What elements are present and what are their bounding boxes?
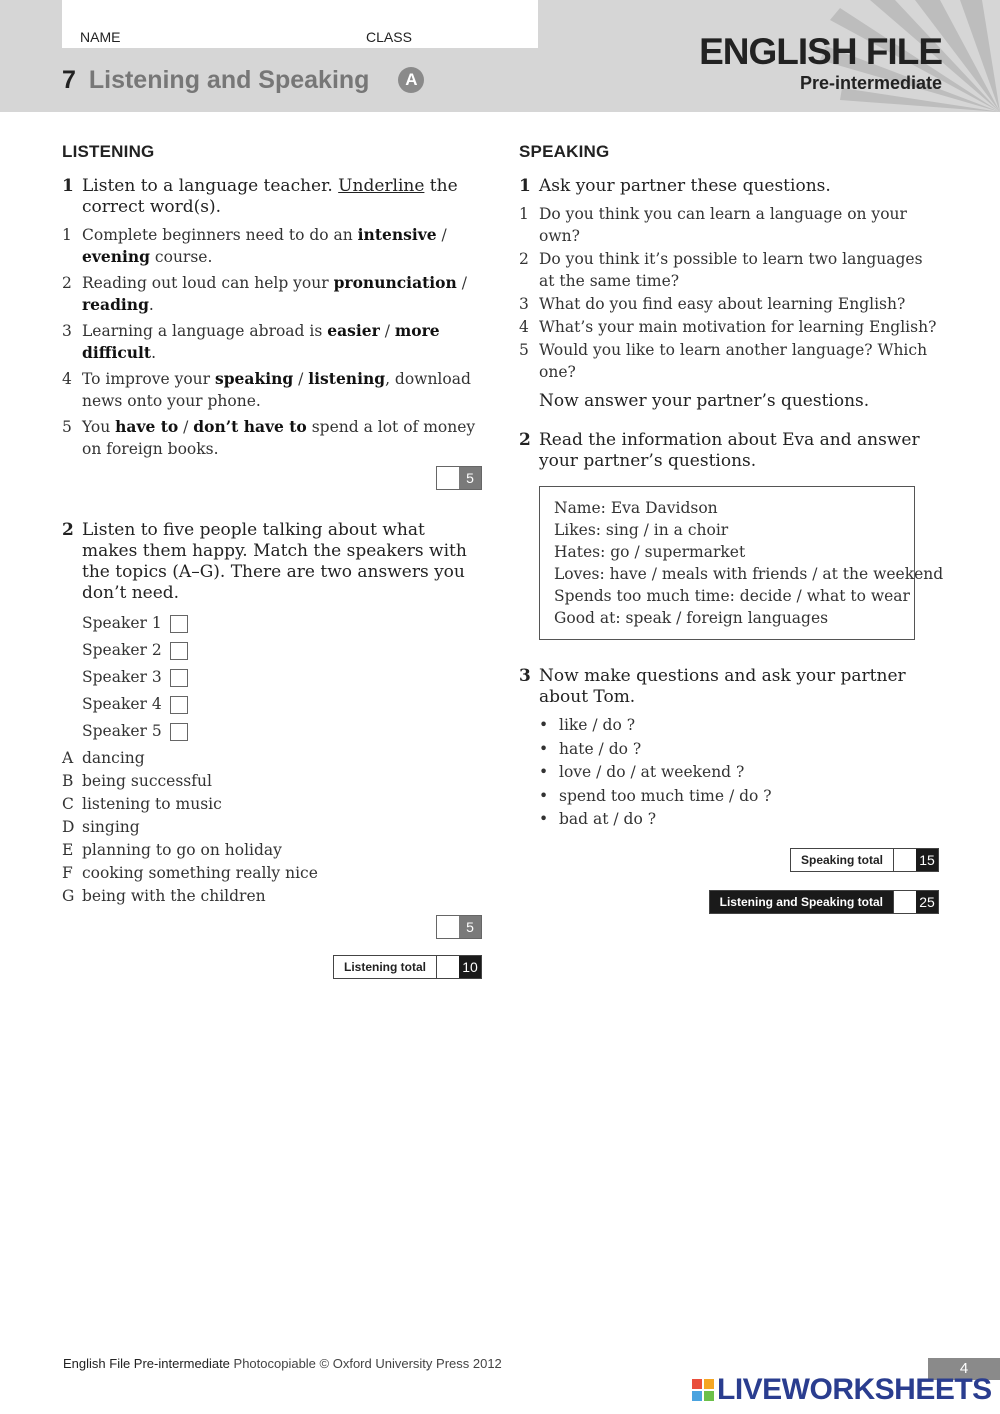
list-item [539, 738, 939, 762]
answer-option[interactable]: evening [82, 247, 150, 266]
follow-up-text: Now answer your partner’s questions. [539, 391, 870, 411]
speaking-total-input[interactable] [893, 849, 916, 871]
answer-checkbox[interactable] [170, 642, 188, 660]
item-text: , download news onto your phone. [82, 370, 471, 410]
topic-letter: E [62, 841, 74, 859]
liveworksheets-grid-icon [692, 1379, 714, 1401]
version-badge: A [398, 67, 424, 93]
topic-list [62, 747, 482, 907]
name-class-box [62, 0, 538, 48]
score-row [62, 466, 482, 490]
unit-title-text: Listening and Speaking [88, 66, 370, 94]
bullet-icon: • [539, 810, 549, 828]
speaker-label: Speaker 3 [82, 668, 162, 686]
item-number: 5 [519, 341, 529, 359]
question-number: 3 [519, 666, 531, 686]
eva-info-box [539, 486, 944, 640]
item-text: . [151, 344, 157, 362]
list-item [62, 862, 482, 884]
score-input[interactable] [437, 916, 459, 938]
item-number: 2 [62, 274, 72, 292]
speaking-question-2 [519, 430, 939, 472]
item-number: 3 [62, 322, 72, 340]
topic-text: singing [82, 818, 140, 836]
page-title [62, 66, 424, 95]
listening-question-1 [62, 176, 482, 218]
liveworksheets-text: LIVEWORKSHEETS [717, 1373, 992, 1406]
bullet-icon: • [539, 716, 549, 734]
speaker-list [82, 610, 482, 745]
speaking-total-box [790, 848, 939, 872]
item-text: . [148, 296, 154, 314]
answer-checkbox[interactable] [170, 615, 188, 633]
list-item [62, 885, 482, 907]
question-number: 1 [62, 176, 74, 196]
speaking-total-value: 15 [916, 849, 938, 871]
speaker-row [82, 718, 482, 745]
answer-option[interactable]: intensive [357, 225, 437, 244]
topic-letter: C [62, 795, 74, 813]
item-text: To improve your [82, 370, 215, 388]
item-text: Complete beginners need to do an [82, 226, 358, 244]
speaker-label: Speaker 4 [82, 695, 162, 713]
score-max: 5 [459, 467, 481, 489]
list-item [519, 293, 939, 315]
topic-text: cooking something really nice [82, 864, 318, 882]
score-box [436, 915, 482, 939]
footer-copyright-text: Photocopiable © Oxford University Press 2012 [229, 1356, 502, 1371]
class-field-label[interactable]: CLASS [366, 29, 412, 45]
list-item [62, 416, 482, 460]
grand-total-value: 25 [916, 891, 938, 913]
item-number: 5 [62, 418, 72, 436]
speaker-label: Speaker 5 [82, 722, 162, 740]
list-item [539, 808, 939, 832]
list-item [539, 761, 939, 785]
grand-total-label: Listening and Speaking total [710, 891, 893, 913]
topic-text: being successful [82, 772, 212, 790]
unit-number: 7 [62, 66, 76, 94]
list-item [539, 714, 939, 738]
grand-total-row [519, 890, 939, 914]
bullet-text: love / do / at weekend ? [559, 763, 745, 781]
list-item [519, 339, 939, 383]
speaker-label: Speaker 1 [82, 614, 162, 632]
question-prompt: Now make questions and ask your partner about Tom. [539, 666, 906, 707]
bullet-icon: • [539, 786, 549, 805]
answer-checkbox[interactable] [170, 669, 188, 687]
list-item [539, 785, 939, 809]
score-max: 5 [459, 916, 481, 938]
brand-logo [699, 32, 942, 94]
topic-text: dancing [82, 749, 145, 767]
option-separator: / [379, 322, 395, 340]
speaking-total-label: Speaking total [791, 849, 893, 871]
topic-letter: B [62, 772, 74, 790]
list-item [62, 368, 482, 412]
topic-text: being with the children [82, 887, 266, 905]
speaking-q1-items [519, 203, 939, 383]
question-prompt: Read the information about Eva and answer your partner’s questions. [539, 430, 920, 471]
item-text: Do you think you can learn a language on your own? [539, 205, 907, 245]
score-box [436, 466, 482, 490]
speaking-follow-up [519, 391, 939, 412]
topic-letter: A [62, 749, 74, 767]
footer-book-title: English File Pre-intermediate [63, 1356, 230, 1371]
list-item [62, 224, 482, 268]
listening-total-input[interactable] [436, 956, 459, 978]
bullet-text: hate / do ? [559, 739, 642, 758]
speaker-row [82, 637, 482, 664]
speaking-section [519, 142, 944, 914]
speaking-question-1 [519, 176, 939, 197]
info-line: Name: Eva Davidson [554, 499, 718, 517]
option-separator: / [456, 274, 467, 292]
item-number: 1 [519, 205, 529, 223]
listening-section [62, 142, 482, 979]
listening-heading: LISTENING [62, 142, 155, 161]
grand-total-input[interactable] [893, 891, 916, 913]
speaker-row [82, 664, 482, 691]
item-text: Would you like to learn another language? Which one? [539, 341, 928, 381]
brand-level: Pre-intermediate [799, 73, 942, 93]
info-line: Loves: have / meals with friends / at the weekend [554, 565, 944, 583]
question-prompt: Ask your partner these questions. [539, 176, 831, 196]
topic-letter: D [62, 818, 75, 836]
page-number: 4 [928, 1358, 1000, 1380]
bullet-text: bad at / do ? [559, 810, 657, 828]
answer-option[interactable]: have to [115, 417, 179, 436]
list-item [62, 747, 482, 769]
list-item [62, 816, 482, 838]
item-text: course. [150, 248, 213, 266]
item-text: Reading out loud can help your [82, 274, 334, 292]
brand-title: ENGLISH FILE [699, 31, 942, 72]
listening-question-2 [62, 520, 482, 604]
speaker-row [82, 610, 482, 637]
list-item [519, 248, 939, 292]
list-item [62, 320, 482, 364]
list-item [62, 793, 482, 815]
listening-total-box [333, 955, 482, 979]
listening-total-value: 10 [459, 956, 481, 978]
bullet-icon: • [539, 763, 549, 781]
topic-letter: F [62, 864, 73, 882]
grand-total-box [709, 890, 939, 914]
list-item [62, 839, 482, 861]
listening-total-row [62, 955, 482, 979]
item-text: spend a lot of money on foreign books. [82, 418, 476, 458]
answer-option[interactable]: pronunciation [333, 273, 457, 292]
item-text: You [82, 418, 116, 436]
listening-total-label: Listening total [334, 956, 436, 978]
bullet-text: spend too much time / do ? [559, 786, 772, 805]
answer-option[interactable]: reading [82, 295, 149, 314]
item-text: What do you find easy about learning English? [539, 295, 906, 313]
info-line: Likes: sing / in a choir [554, 521, 729, 539]
item-text: What’s your main motivation for learning English? [539, 318, 937, 336]
topic-letter: G [62, 887, 75, 905]
list-item [62, 770, 482, 792]
item-text: Learning a language abroad is [82, 322, 328, 340]
question-number: 1 [519, 176, 531, 196]
bullet-icon: • [539, 739, 549, 758]
answer-option[interactable]: listening [308, 369, 386, 388]
option-separator: / [178, 418, 194, 436]
question-number: 2 [62, 520, 74, 540]
item-number: 1 [62, 226, 72, 244]
speaker-row [82, 691, 482, 718]
speaking-heading: SPEAKING [519, 142, 610, 161]
name-field-label[interactable]: NAME [80, 29, 121, 45]
underline-instruction: Underline [338, 176, 425, 196]
info-line: Good at: speak / foreign languages [554, 609, 829, 627]
tom-question-list [539, 714, 939, 832]
question-prompt-start: Listen to a language teacher. [82, 176, 339, 196]
topic-text: planning to go on holiday [82, 841, 282, 859]
list-item [62, 272, 482, 316]
answer-option[interactable]: easier [327, 321, 380, 340]
speaker-label: Speaker 2 [82, 641, 162, 659]
item-number: 4 [62, 370, 72, 388]
score-input[interactable] [437, 467, 459, 489]
item-number: 2 [519, 250, 529, 268]
answer-option[interactable]: more difficult [82, 321, 440, 362]
answer-checkbox[interactable] [170, 723, 188, 741]
item-number: 4 [519, 318, 529, 336]
topic-text: listening to music [82, 795, 222, 813]
option-separator: / [436, 226, 447, 244]
option-separator: / [293, 370, 309, 388]
answer-checkbox[interactable] [170, 696, 188, 714]
question-prompt-end: the correct word(s). [82, 176, 458, 217]
footer-copyright [63, 1356, 502, 1371]
answer-option[interactable]: speaking [214, 369, 294, 388]
list-item [519, 316, 939, 338]
score-row [62, 915, 482, 939]
listening-q1-items [62, 224, 482, 460]
answer-option[interactable]: don’t have to [193, 417, 307, 436]
liveworksheets-logo[interactable] [692, 1374, 992, 1406]
list-item [519, 203, 939, 247]
info-line: Hates: go / supermarket [554, 543, 746, 561]
speaking-question-3 [519, 666, 939, 708]
bullet-text: like / do ? [559, 716, 636, 734]
question-prompt: Listen to five people talking about what makes them happy. Match the speakers with the topics (A–G). There are two answers you don’t need. [82, 520, 467, 603]
question-number: 2 [519, 430, 531, 450]
info-line: Spends too much time: decide / what to wear [554, 587, 910, 605]
speaking-total-row [519, 848, 939, 872]
item-number: 3 [519, 295, 529, 313]
item-text: Do you think it’s possible to learn two languages at the same time? [539, 250, 923, 290]
